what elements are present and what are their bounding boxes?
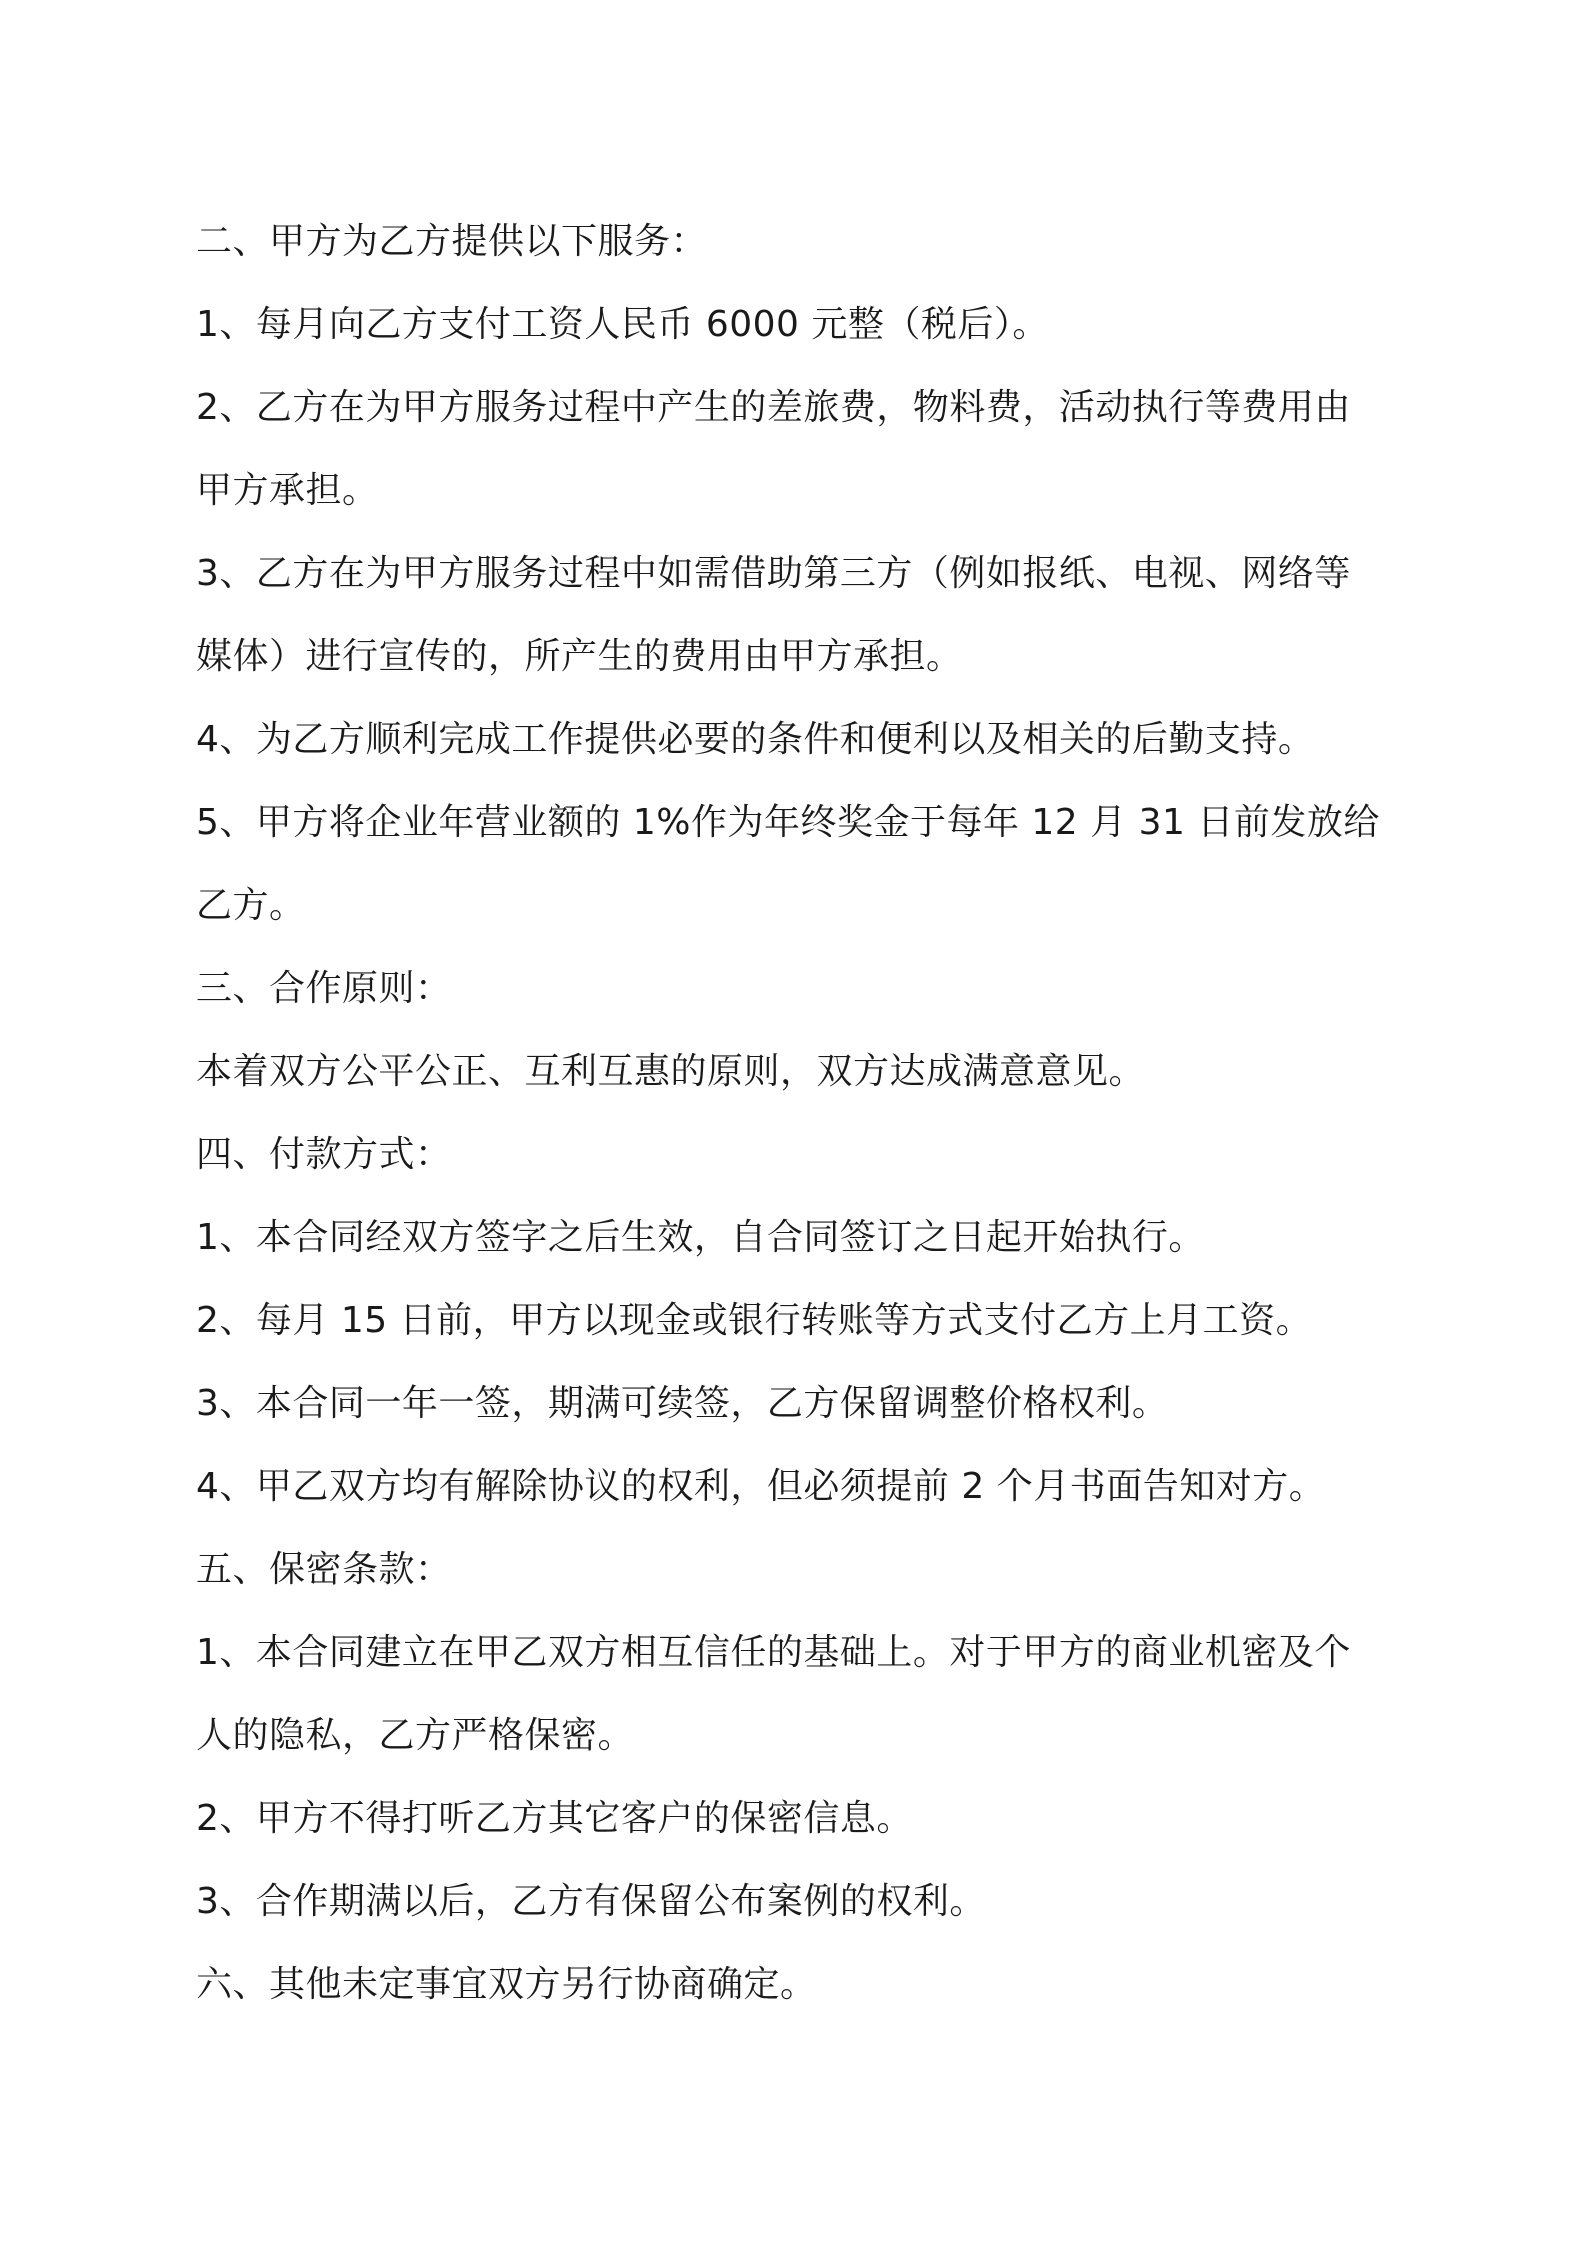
document-paragraph xyxy=(196,1611,1396,1777)
document-paragraph xyxy=(196,1860,1396,1943)
paragraph-line: 1、本合同建立在甲乙双方相互信任的基础上。对于甲方的商业机密及个 xyxy=(196,1632,1351,1673)
paragraph-line: 2、每月 15 日前，甲方以现金或银行转账等方式支付乙方上月工资。 xyxy=(196,1300,1313,1341)
document-body xyxy=(196,200,1396,2026)
paragraph-line: 人的隐私，乙方严格保密。 xyxy=(196,1715,635,1756)
document-paragraph xyxy=(196,1030,1396,1113)
paragraph-line: 六、其他未定事宜双方另行协商确定。 xyxy=(196,1964,817,2005)
paragraph-line: 4、为乙方顺利完成工作提供必要的条件和便利以及相关的后勤支持。 xyxy=(196,719,1315,760)
paragraph-line: 本着双方公平公正、互利互惠的原则，双方达成满意意见。 xyxy=(196,1051,1146,1092)
paragraph-line: 1、每月向乙方支付工资人民币 6000 元整（税后）。 xyxy=(196,304,1049,345)
document-paragraph xyxy=(196,1943,1396,2026)
paragraph-line: 三、合作原则： xyxy=(196,968,452,1009)
document-paragraph xyxy=(196,1279,1396,1362)
document-paragraph xyxy=(196,1113,1396,1196)
paragraph-line: 四、付款方式： xyxy=(196,1134,452,1175)
document-paragraph xyxy=(196,781,1396,947)
document-paragraph xyxy=(196,366,1396,532)
paragraph-line: 乙方。 xyxy=(196,885,306,926)
document-paragraph xyxy=(196,200,1396,283)
document-paragraph xyxy=(196,698,1396,781)
paragraph-line: 3、合作期满以后，乙方有保留公布案例的权利。 xyxy=(196,1881,986,1922)
paragraph-line: 4、甲乙双方均有解除协议的权利，但必须提前 2 个月书面告知对方。 xyxy=(196,1466,1326,1507)
paragraph-line: 1、本合同经双方签字之后生效，自合同签订之日起开始执行。 xyxy=(196,1217,1205,1258)
document-paragraph xyxy=(196,532,1396,698)
document-paragraph xyxy=(196,1445,1396,1528)
document-paragraph xyxy=(196,1196,1396,1279)
paragraph-line: 2、乙方在为甲方服务过程中产生的差旅费，物料费，活动执行等费用由 xyxy=(196,387,1351,428)
document-paragraph xyxy=(196,947,1396,1030)
paragraph-line: 五、保密条款： xyxy=(196,1549,452,1590)
paragraph-line: 2、甲方不得打听乙方其它客户的保密信息。 xyxy=(196,1798,913,1839)
paragraph-line: 3、本合同一年一签，期满可续签，乙方保留调整价格权利。 xyxy=(196,1383,1169,1424)
document-paragraph xyxy=(196,283,1396,366)
document-paragraph xyxy=(196,1528,1396,1611)
document-paragraph xyxy=(196,1362,1396,1445)
paragraph-line: 甲方承担。 xyxy=(196,470,379,511)
paragraph-line: 媒体）进行宣传的，所产生的费用由甲方承担。 xyxy=(196,636,963,677)
paragraph-line: 3、乙方在为甲方服务过程中如需借助第三方（例如报纸、电视、网络等 xyxy=(196,553,1351,594)
paragraph-line: 二、甲方为乙方提供以下服务： xyxy=(196,221,708,262)
paragraph-line: 5、甲方将企业年营业额的 1%作为年终奖金于每年 12 月 31 日前发放给 xyxy=(196,802,1380,843)
document-paragraph xyxy=(196,1777,1396,1860)
